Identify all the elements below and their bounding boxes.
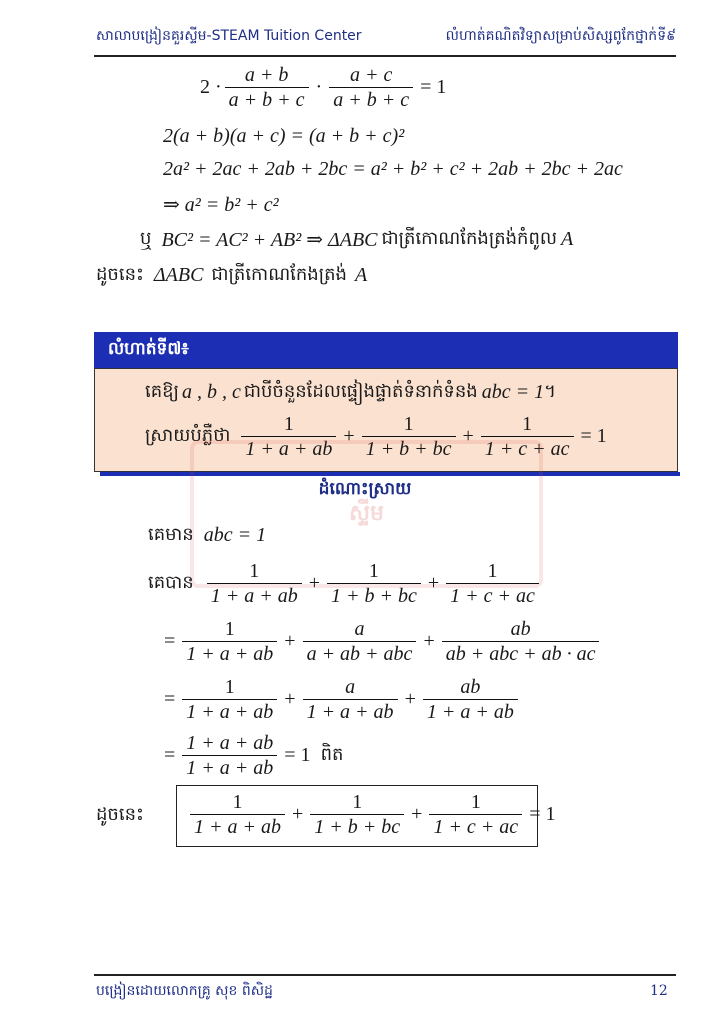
fraction xyxy=(182,732,277,779)
final-answer-box xyxy=(176,785,556,847)
numerator: 1 xyxy=(249,560,260,582)
solution-step-1 xyxy=(148,560,542,607)
denominator: 1 + b + bc xyxy=(362,436,456,460)
denominator: 1 + c + ac xyxy=(446,583,539,607)
therefore-word: ដូចនេះ xyxy=(96,804,144,825)
equals-sign: = xyxy=(164,688,176,710)
numerator: a + b xyxy=(244,64,289,86)
numerator: 1 + a + ab xyxy=(186,732,274,754)
numerator: 1 xyxy=(368,560,379,582)
header-divider xyxy=(94,55,676,57)
fraction xyxy=(303,676,398,723)
therefore-word: ដូចនេះ xyxy=(96,264,144,285)
numerator: 1 xyxy=(522,413,533,435)
denominator: ab + abc + ab · ac xyxy=(442,641,600,665)
fraction xyxy=(182,676,277,723)
numerator: 1 xyxy=(224,676,235,698)
we-get-word: គេបាន xyxy=(148,572,194,593)
denominator: 1 + a + ab xyxy=(182,699,277,723)
given-word: គេឱ្យ xyxy=(145,381,179,402)
equals-rhs: = 1 xyxy=(284,744,311,766)
math-line-4 xyxy=(163,192,279,217)
plus-sign: + xyxy=(462,425,474,447)
exercise-title: លំហាត់ទី៧៖ xyxy=(108,338,189,359)
numerator: 1 xyxy=(283,413,294,435)
denominator: 1 + a + ab xyxy=(182,755,277,779)
plus-sign: + xyxy=(292,803,304,825)
math-line-3 xyxy=(163,158,623,181)
denominator: 1 + a + ab xyxy=(207,583,302,607)
coefficient: 2 · xyxy=(200,76,222,98)
denominator: 1 + c + ac xyxy=(429,814,522,838)
denominator: 1 + a + ab xyxy=(423,699,518,723)
problem-statement xyxy=(145,379,556,406)
header-school-name: សាលាបង្រៀនគួរស្ទីម-STEAM Tuition Center xyxy=(96,27,362,44)
right-triangle-text: ជាត្រីកោណកែងត្រង់ xyxy=(211,264,347,285)
equals-sign: = xyxy=(164,744,176,766)
numerator: 1 xyxy=(232,791,243,813)
denominator: a + ab + abc xyxy=(303,641,417,665)
denominator: 1 + b + bc xyxy=(327,583,421,607)
numerator: ab xyxy=(510,618,531,640)
numerator: 1 xyxy=(487,560,498,582)
numerator: a xyxy=(345,676,356,698)
footer-author: បង្រៀនដោយលោកគ្រូ សុខ ពិសិដ្ឋ xyxy=(96,983,273,999)
denominator: 1 + a + ab xyxy=(303,699,398,723)
sentence-end: ។ xyxy=(544,381,556,402)
solution-title: ដំណោះស្រាយ xyxy=(318,479,412,499)
given-line xyxy=(148,522,266,549)
equation-text: ⇒ a² = b² + c² xyxy=(163,194,279,216)
plus-sign: + xyxy=(427,572,440,594)
fraction xyxy=(225,64,309,111)
equals-rhs: = 1 xyxy=(420,76,447,98)
denominator: 1 + a + ab xyxy=(182,641,277,665)
numerator: ab xyxy=(460,676,481,698)
fraction xyxy=(442,618,600,665)
triangle-name: ΔABC xyxy=(153,264,204,286)
right-triangle-text: ជាត្រីកោណកែងត្រង់កំពូល xyxy=(381,228,558,249)
denominator: 1 + a + ab xyxy=(241,436,336,460)
numerator: a + c xyxy=(349,64,393,86)
fraction xyxy=(429,791,522,838)
footer-divider xyxy=(94,974,676,976)
fraction xyxy=(182,618,277,665)
denominator: a + b + c xyxy=(225,87,309,111)
numerator: 1 xyxy=(403,413,414,435)
conclusion-line xyxy=(96,262,367,289)
plus-sign: + xyxy=(284,688,296,710)
header-book-title: លំហាត់គណិតវិទ្យាសម្រាប់សិស្សពូកែថ្នាក់ទី៩ xyxy=(445,27,676,44)
math-line-5 xyxy=(140,226,573,253)
vertex-label: A xyxy=(354,264,368,286)
equals-rhs: = 1 xyxy=(529,803,556,825)
solution-step-4 xyxy=(160,732,343,779)
final-answer xyxy=(187,791,559,838)
denominator: a + b + c xyxy=(329,87,413,111)
plus-sign: + xyxy=(343,425,355,447)
exercise-title-bar xyxy=(94,332,678,368)
numerator: 1 xyxy=(224,618,235,640)
statement-text: ជាបីចំនួនដែលផ្ទៀងផ្ទាត់ទំនាក់ទំនង xyxy=(243,381,478,402)
watermark-text: ស្ទីម xyxy=(349,501,384,526)
true-word: ពិត xyxy=(320,744,344,765)
fraction xyxy=(207,560,302,607)
page-header xyxy=(96,22,676,50)
page-number: 12 xyxy=(650,983,668,999)
fraction xyxy=(310,791,404,838)
variables: a , b , c xyxy=(181,381,241,403)
denominator: 1 + c + ac xyxy=(481,436,574,460)
numerator: 1 xyxy=(470,791,481,813)
equals-sign: = xyxy=(164,630,176,652)
fraction xyxy=(327,560,421,607)
solution-step-3 xyxy=(160,676,521,723)
fraction xyxy=(303,618,417,665)
equals-rhs: = 1 xyxy=(580,425,607,447)
prove-word: ស្រាយបំភ្លឺថា xyxy=(145,425,231,446)
plus-sign: + xyxy=(284,630,296,652)
fraction xyxy=(329,64,413,111)
math-line-1 xyxy=(200,64,450,111)
or-word: ឬ xyxy=(140,228,152,249)
plus-sign: + xyxy=(404,688,416,710)
fraction xyxy=(190,791,285,838)
given-word: គេមាន xyxy=(148,524,194,545)
equation-text: BC² = AC² + AB² ⇒ ΔABC xyxy=(161,229,378,251)
fraction xyxy=(446,560,539,607)
equation-text: 2a² + 2ac + 2ab + 2bc = a² + b² + c² + 2ab + 2bc + 2ac xyxy=(163,158,623,180)
solution-step-2 xyxy=(160,618,602,665)
numerator: 1 xyxy=(352,791,363,813)
condition: abc = 1 xyxy=(481,381,545,403)
denominator: 1 + a + ab xyxy=(190,814,285,838)
plus-sign: + xyxy=(423,630,435,652)
condition: abc = 1 xyxy=(203,524,267,546)
vertex-label: A xyxy=(561,228,574,250)
plus-sign: + xyxy=(411,803,423,825)
final-prefix-line xyxy=(96,802,144,829)
math-line-2 xyxy=(163,125,404,148)
equation-text: 2(a + b)(a + c) = (a + b + c)² xyxy=(163,125,405,147)
numerator: a xyxy=(354,618,365,640)
fraction xyxy=(423,676,518,723)
plus-sign: + xyxy=(308,572,320,594)
denominator: 1 + b + bc xyxy=(310,814,404,838)
operator: · xyxy=(315,76,323,98)
